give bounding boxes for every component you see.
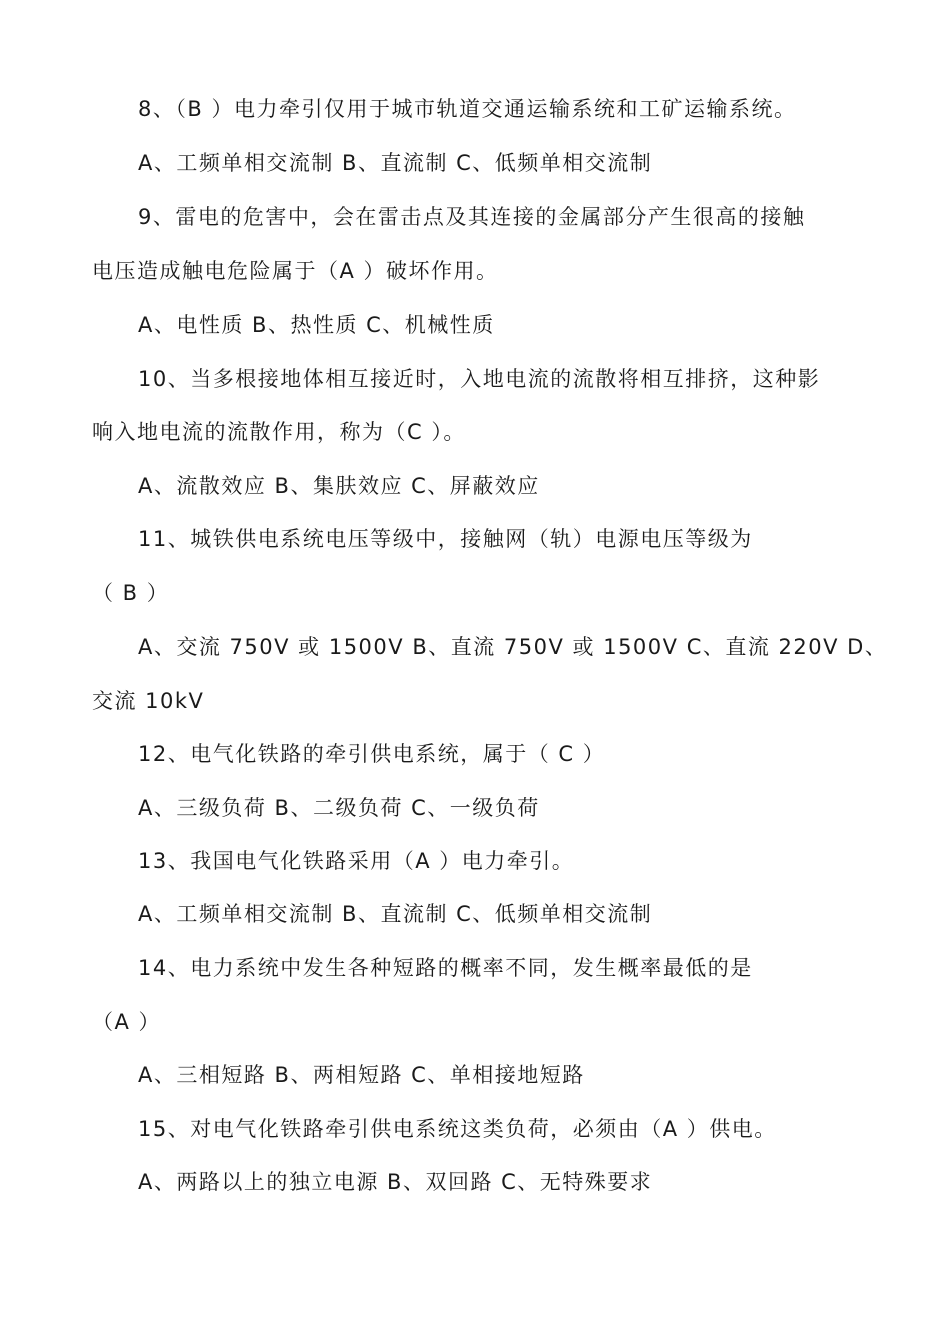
question-14-options: A、三相短路 B、两相短路 C、单相接地短路 — [138, 1063, 585, 1087]
question-10-text-continued: 响入地电流的流散作用，称为（C ）。 — [92, 420, 466, 444]
question-9-options: A、电性质 B、热性质 C、机械性质 — [138, 313, 495, 337]
question-9-text: 9、雷电的危害中，会在雷击点及其连接的金属部分产生很高的接触 — [138, 205, 806, 229]
question-11-text: 11、城铁供电系统电压等级中，接触网（轨）电源电压等级为 — [138, 527, 753, 551]
question-12-options: A、三级负荷 B、二级负荷 C、一级负荷 — [138, 796, 540, 820]
question-15-text: 15、对电气化铁路牵引供电系统这类负荷，必须由（A ）供电。 — [138, 1117, 777, 1141]
question-9-text-continued: 电压造成触电危险属于（A ）破坏作用。 — [92, 259, 499, 283]
question-10-options: A、流散效应 B、集肤效应 C、屏蔽效应 — [138, 474, 540, 498]
question-11-options-continued: 交流 10kV — [92, 689, 205, 713]
question-15-options: A、两路以上的独立电源 B、双回路 C、无特殊要求 — [138, 1170, 653, 1194]
question-14-answer: （A ） — [92, 1010, 162, 1034]
question-14-text: 14、电力系统中发生各种短路的概率不同，发生概率最低的是 — [138, 956, 753, 980]
question-13-options: A、工频单相交流制 B、直流制 C、低频单相交流制 — [138, 902, 653, 926]
question-8-options: A、工频单相交流制 B、直流制 C、低频单相交流制 — [138, 151, 653, 175]
question-11-answer: （ B ） — [92, 581, 170, 605]
question-12-text: 12、电气化铁路的牵引供电系统，属于（ C ） — [138, 742, 606, 766]
question-13-text: 13、我国电气化铁路采用（A ）电力牵引。 — [138, 849, 575, 873]
question-8-text: 8、（B ）电力牵引仅用于城市轨道交通运输系统和工矿运输系统。 — [138, 97, 797, 121]
question-10-text: 10、当多根接地体相互接近时，入地电流的流散将相互排挤，这种影 — [138, 367, 821, 391]
question-11-options: A、交流 750V 或 1500V B、直流 750V 或 1500V C、直流 220V D、 — [138, 635, 888, 659]
